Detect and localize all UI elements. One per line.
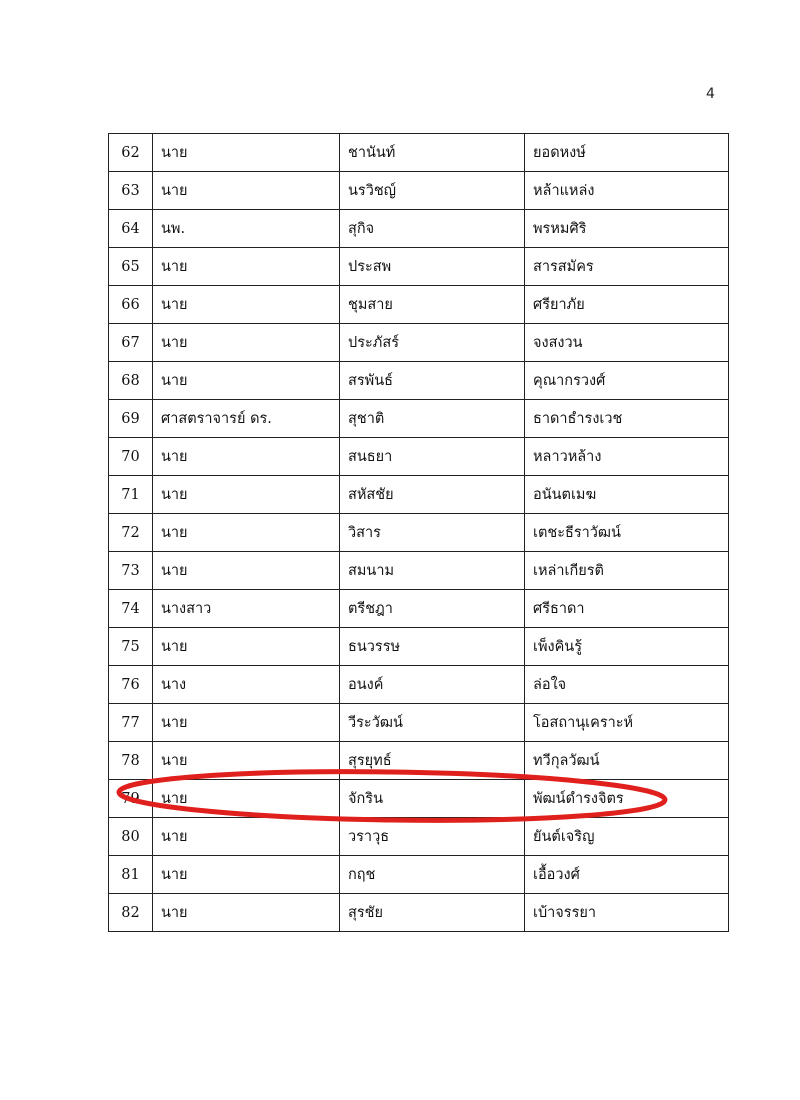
title-cell: นาย: [153, 628, 340, 666]
last-name-cell: ศรีธาดา: [525, 590, 729, 628]
first-name-cell: ตรีชฎา: [340, 590, 525, 628]
row-number-cell: 66: [109, 286, 153, 324]
title-cell: นาง: [153, 666, 340, 704]
first-name-cell: ธนวรรษ: [340, 628, 525, 666]
last-name-cell: เหล่าเกียรติ: [525, 552, 729, 590]
row-number-cell: 69: [109, 400, 153, 438]
title-cell: นาย: [153, 514, 340, 552]
table-row: [109, 780, 729, 818]
first-name-cell: วีระวัฒน์: [340, 704, 525, 742]
row-number-cell: 64: [109, 210, 153, 248]
first-name-cell: ประภัสร์: [340, 324, 525, 362]
first-name-cell: สหัสชัย: [340, 476, 525, 514]
table-row: [109, 818, 729, 856]
row-number-cell: 62: [109, 134, 153, 172]
table-row: [109, 286, 729, 324]
table-row: [109, 324, 729, 362]
first-name-cell: สุรชัย: [340, 894, 525, 932]
last-name-cell: เพ็งคินรู้: [525, 628, 729, 666]
last-name-cell: ยันต์เจริญ: [525, 818, 729, 856]
first-name-cell: ประสพ: [340, 248, 525, 286]
table-row: [109, 134, 729, 172]
row-number-cell: 82: [109, 894, 153, 932]
name-list-body: [109, 134, 729, 932]
last-name-cell: ทวีกุลวัฒน์: [525, 742, 729, 780]
row-number-cell: 72: [109, 514, 153, 552]
row-number-cell: 74: [109, 590, 153, 628]
last-name-cell: โอสถานุเคราะห์: [525, 704, 729, 742]
first-name-cell: สรพันธ์: [340, 362, 525, 400]
name-list-table: [108, 133, 729, 932]
first-name-cell: สมนาม: [340, 552, 525, 590]
table-row: [109, 172, 729, 210]
last-name-cell: ล่อใจ: [525, 666, 729, 704]
title-cell: นาย: [153, 286, 340, 324]
last-name-cell: พัฒน์ดำรงจิตร: [525, 780, 729, 818]
title-cell: ศาสตราจารย์ ดร.: [153, 400, 340, 438]
row-number-cell: 81: [109, 856, 153, 894]
last-name-cell: เอื้อวงศ์: [525, 856, 729, 894]
first-name-cell: อนงค์: [340, 666, 525, 704]
row-number-cell: 80: [109, 818, 153, 856]
row-number-cell: 65: [109, 248, 153, 286]
title-cell: นาย: [153, 438, 340, 476]
title-cell: นาย: [153, 894, 340, 932]
table-row: [109, 362, 729, 400]
title-cell: นาย: [153, 248, 340, 286]
row-number-cell: 67: [109, 324, 153, 362]
row-number-cell: 71: [109, 476, 153, 514]
row-number-cell: 73: [109, 552, 153, 590]
first-name-cell: ชานันท์: [340, 134, 525, 172]
last-name-cell: ศรียาภัย: [525, 286, 729, 324]
title-cell: นาย: [153, 476, 340, 514]
last-name-cell: อนันตเมฆ: [525, 476, 729, 514]
last-name-cell: พรหมศิริ: [525, 210, 729, 248]
page-number: 4: [706, 86, 715, 102]
row-number-cell: 76: [109, 666, 153, 704]
first-name-cell: นรวิชญ์: [340, 172, 525, 210]
table-row: [109, 590, 729, 628]
title-cell: นพ.: [153, 210, 340, 248]
title-cell: นาย: [153, 324, 340, 362]
title-cell: นาย: [153, 780, 340, 818]
first-name-cell: สุกิจ: [340, 210, 525, 248]
first-name-cell: วิสาร: [340, 514, 525, 552]
table-row: [109, 666, 729, 704]
table-row: [109, 438, 729, 476]
title-cell: นาย: [153, 362, 340, 400]
last-name-cell: จงสงวน: [525, 324, 729, 362]
row-number-cell: 63: [109, 172, 153, 210]
row-number-cell: 70: [109, 438, 153, 476]
row-number-cell: 68: [109, 362, 153, 400]
table-row: [109, 628, 729, 666]
title-cell: นาย: [153, 818, 340, 856]
title-cell: นางสาว: [153, 590, 340, 628]
last-name-cell: เตชะธีราวัฒน์: [525, 514, 729, 552]
table-row: [109, 704, 729, 742]
first-name-cell: สุรยุทธ์: [340, 742, 525, 780]
table-row: [109, 514, 729, 552]
table-row: [109, 210, 729, 248]
first-name-cell: สุชาติ: [340, 400, 525, 438]
last-name-cell: ธาดาธำรงเวช: [525, 400, 729, 438]
table-row: [109, 894, 729, 932]
title-cell: นาย: [153, 134, 340, 172]
title-cell: นาย: [153, 172, 340, 210]
first-name-cell: จักริน: [340, 780, 525, 818]
last-name-cell: คุณากรวงศ์: [525, 362, 729, 400]
title-cell: นาย: [153, 742, 340, 780]
first-name-cell: ชุมสาย: [340, 286, 525, 324]
last-name-cell: หล้าแหล่ง: [525, 172, 729, 210]
table-row: [109, 476, 729, 514]
table-row: [109, 552, 729, 590]
row-number-cell: 75: [109, 628, 153, 666]
table-row: [109, 856, 729, 894]
table-row: [109, 742, 729, 780]
last-name-cell: เบ้าจรรยา: [525, 894, 729, 932]
title-cell: นาย: [153, 856, 340, 894]
last-name-cell: ยอดหงษ์: [525, 134, 729, 172]
title-cell: นาย: [153, 552, 340, 590]
table-row: [109, 400, 729, 438]
row-number-cell: 77: [109, 704, 153, 742]
row-number-cell: 79: [109, 780, 153, 818]
row-number-cell: 78: [109, 742, 153, 780]
first-name-cell: สนธยา: [340, 438, 525, 476]
table-row: [109, 248, 729, 286]
last-name-cell: หลาวหล้าง: [525, 438, 729, 476]
last-name-cell: สารสมัคร: [525, 248, 729, 286]
title-cell: นาย: [153, 704, 340, 742]
first-name-cell: กฤช: [340, 856, 525, 894]
first-name-cell: วราวุธ: [340, 818, 525, 856]
